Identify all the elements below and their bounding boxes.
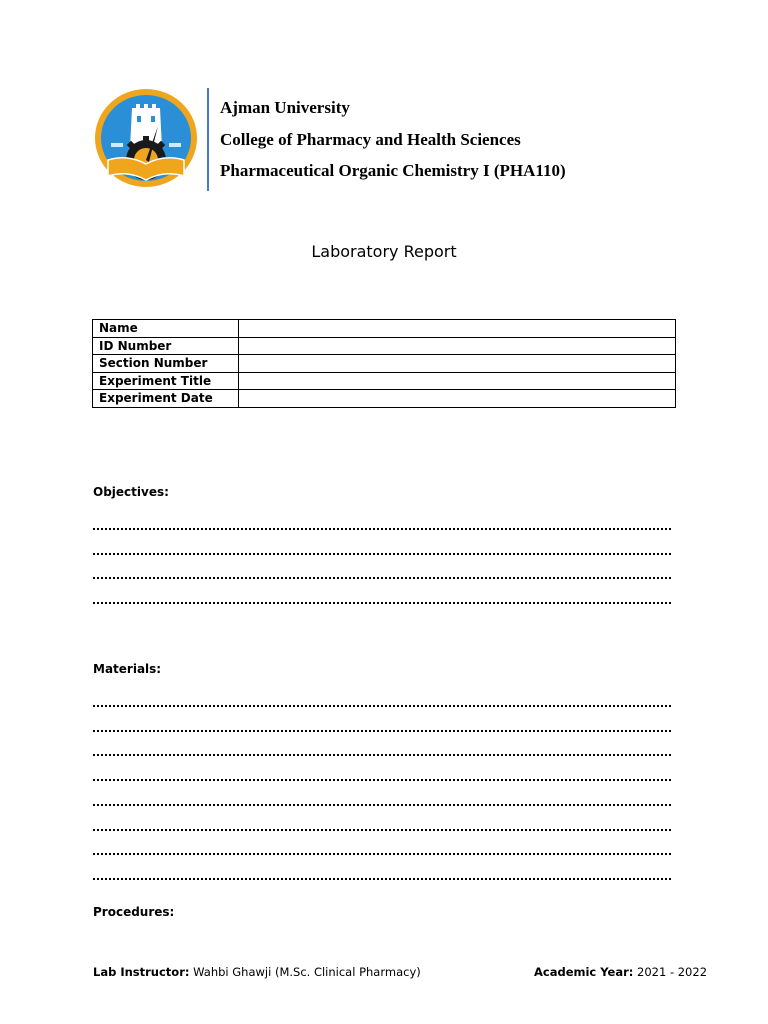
- table-row: [93, 337, 676, 355]
- course-name: Pharmaceutical Organic Chemistry I (PHA110): [220, 161, 566, 180]
- student-info-table: [92, 319, 676, 408]
- name-label: Name: [93, 320, 239, 338]
- name-field[interactable]: [239, 320, 676, 338]
- dotted-writing-line[interactable]: [93, 878, 671, 880]
- section-number-field[interactable]: [239, 355, 676, 373]
- college-name: College of Pharmacy and Health Sciences: [220, 130, 521, 149]
- dotted-writing-line[interactable]: [93, 730, 671, 732]
- procedures-heading: Procedures:: [93, 905, 175, 919]
- dotted-writing-line[interactable]: [93, 553, 671, 555]
- experiment-title-field[interactable]: [239, 372, 676, 390]
- academic-year-value: 2021 - 2022: [637, 965, 708, 979]
- university-logo: [92, 86, 200, 190]
- section-number-label: Section Number: [93, 355, 239, 373]
- materials-heading: Materials:: [93, 662, 162, 676]
- experiment-date-label: Experiment Date: [93, 390, 239, 408]
- objectives-heading: Objectives:: [93, 485, 169, 499]
- lab-instructor-label: Lab Instructor:: [93, 965, 190, 979]
- dotted-writing-line[interactable]: [93, 853, 671, 855]
- academic-year: [534, 964, 707, 980]
- dotted-writing-line[interactable]: [93, 705, 671, 707]
- id-number-label: ID Number: [93, 337, 239, 355]
- page-title: Laboratory Report: [311, 242, 457, 261]
- table-row: [93, 355, 676, 373]
- table-row: [93, 390, 676, 408]
- header-divider: [207, 88, 209, 191]
- university-name: Ajman University: [220, 98, 350, 117]
- dotted-writing-line[interactable]: [93, 829, 671, 831]
- dotted-writing-line[interactable]: [93, 779, 671, 781]
- dotted-writing-line[interactable]: [93, 602, 671, 604]
- dotted-writing-line[interactable]: [93, 804, 671, 806]
- academic-year-label: Academic Year:: [534, 965, 634, 979]
- id-number-field[interactable]: [239, 337, 676, 355]
- table-row: [93, 372, 676, 390]
- table-row: [93, 320, 676, 338]
- lab-instructor: [93, 964, 421, 980]
- dotted-writing-line[interactable]: [93, 754, 671, 756]
- dotted-writing-line[interactable]: [93, 577, 671, 579]
- dotted-writing-line[interactable]: [93, 528, 671, 530]
- experiment-title-label: Experiment Title: [93, 372, 239, 390]
- experiment-date-field[interactable]: [239, 390, 676, 408]
- lab-instructor-value: Wahbi Ghawji (M.Sc. Clinical Pharmacy): [193, 965, 421, 979]
